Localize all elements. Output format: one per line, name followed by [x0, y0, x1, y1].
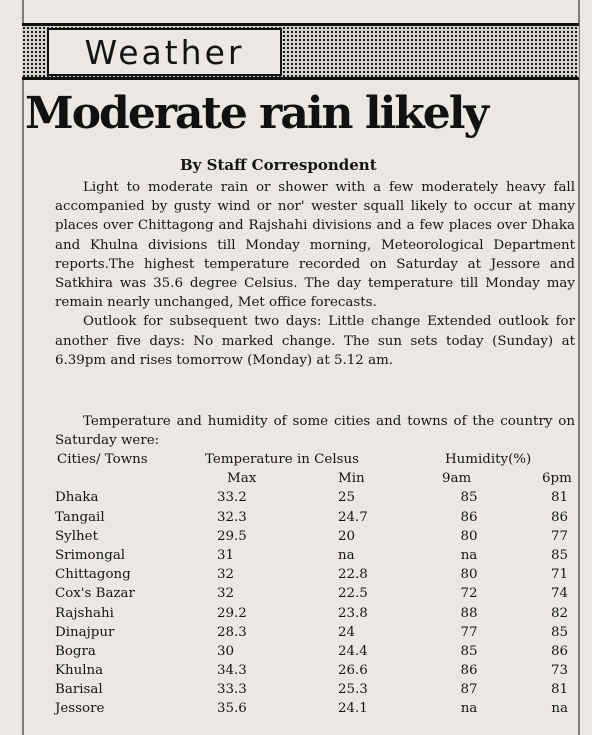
article-body [55, 178, 575, 370]
section-label-box [47, 28, 282, 76]
article-paragraph: Outlook for subsequent two days: Little change Extended outlook for another five days: No marked change. The sun sets today (Sunday) at 6.39pm and rises tomorrow (Monday) at 5.12 am. [55, 314, 575, 368]
table-body [55, 490, 575, 720]
section-label: Weather [84, 32, 245, 72]
table-intro-text: Temperature and humidity of some cities and towns of the country on Saturday were: [55, 414, 575, 449]
city-cell: Tangail [55, 509, 105, 525]
humidity-6pm-cell: 81 [550, 490, 568, 506]
table-row [55, 586, 575, 605]
humidity-6pm-cell: 73 [550, 663, 568, 679]
humidity-9am-cell: 85 [460, 490, 478, 506]
max-temp-cell: 29.5 [217, 528, 247, 544]
min-temp-cell: 25.3 [338, 682, 368, 698]
city-cell: Jessore [55, 701, 105, 717]
humidity-6pm-cell: na [551, 701, 568, 717]
city-cell: Bogra [55, 643, 96, 659]
min-temp-cell: 25 [338, 490, 356, 506]
humidity-9am-cell: 86 [460, 509, 478, 525]
humidity-9am-cell: 72 [460, 586, 478, 602]
city-cell: Khulna [55, 663, 104, 679]
table-row [55, 682, 575, 701]
humidity-6pm-cell: 71 [550, 567, 568, 583]
humidity-9am-cell: 88 [460, 605, 478, 621]
table-subheader-row [55, 471, 575, 490]
header-cities: Cities/ Towns [57, 452, 148, 467]
min-temp-cell: 22.8 [338, 567, 368, 583]
right-column-rule [578, 0, 580, 735]
max-temp-cell: 35.6 [217, 701, 247, 717]
table-row [55, 529, 575, 548]
headline: Moderate rain likely [25, 88, 488, 139]
table-row [55, 490, 575, 509]
humidity-9am-cell: 85 [460, 643, 478, 659]
max-temp-cell: 32 [217, 586, 235, 602]
humidity-9am-cell: 77 [460, 624, 478, 640]
humidity-6pm-cell: 86 [550, 643, 568, 659]
table-intro [55, 412, 575, 450]
city-cell: Dinajpur [55, 624, 115, 640]
min-temp-cell: 24 [338, 624, 356, 640]
left-column-rule [22, 0, 24, 735]
min-temp-cell: na [338, 547, 355, 563]
min-temp-cell: 24.4 [338, 643, 368, 659]
subheader-min: Min [338, 471, 365, 487]
article-paragraph: Light to moderate rain or shower with a few moderately heavy fall accompanied by gusty wind or nor' wester squall likely to occur at many places over Chittagong and Rajshahi divisions and a few places over Dhaka and Khulna divisions till Monday morning, Meteorological Department reports.The highest temperature recorded on Saturday at Jessore and Satkhira was 35.6 degree Celsius. The day temperature till Monday may remain nearly unchanged, Met office forecasts. [55, 180, 575, 311]
humidity-6pm-cell: 82 [550, 605, 568, 621]
city-cell: Srimongal [55, 547, 126, 563]
city-cell: Barisal [55, 682, 103, 698]
max-temp-cell: 32 [217, 567, 235, 583]
humidity-6pm-cell: 81 [550, 682, 568, 698]
humidity-9am-cell: na [460, 701, 478, 717]
table-header-row [55, 452, 575, 471]
max-temp-cell: 32.3 [217, 509, 247, 525]
table-row [55, 510, 575, 529]
min-temp-cell: 24.7 [338, 509, 368, 525]
humidity-6pm-cell: 74 [550, 586, 568, 602]
humidity-6pm-cell: 85 [550, 547, 568, 563]
subheader-9am: 9am [442, 471, 472, 487]
humidity-6pm-cell: 77 [550, 528, 568, 544]
max-temp-cell: 29.2 [217, 605, 247, 621]
humidity-6pm-cell: 85 [550, 624, 568, 640]
city-cell: Chittagong [55, 567, 131, 583]
subheader-max: Max [227, 471, 257, 487]
min-temp-cell: 22.5 [338, 586, 368, 602]
table-row [55, 701, 575, 720]
max-temp-cell: 31 [217, 547, 235, 563]
max-temp-cell: 28.3 [217, 624, 247, 640]
min-temp-cell: 26.6 [338, 663, 368, 679]
humidity-9am-cell: 86 [460, 663, 478, 679]
max-temp-cell: 30 [217, 643, 235, 659]
humidity-9am-cell: 87 [460, 682, 478, 698]
humidity-6pm-cell: 86 [550, 509, 568, 525]
header-humidity: Humidity(%) [445, 452, 532, 467]
byline: By Staff Correspondent [180, 156, 377, 174]
table-row [55, 663, 575, 682]
table-row [55, 625, 575, 644]
city-cell: Dhaka [55, 490, 99, 506]
table-row [55, 606, 575, 625]
min-temp-cell: 23.8 [338, 605, 368, 621]
header-temperature: Temperature in Celsus [205, 452, 359, 467]
city-cell: Cox's Bazar [55, 586, 135, 602]
humidity-9am-cell: 80 [460, 528, 478, 544]
table-row [55, 548, 575, 567]
city-cell: Rajshahi [55, 605, 114, 621]
city-cell: Sylhet [55, 528, 98, 544]
table-row [55, 567, 575, 586]
humidity-9am-cell: 80 [460, 567, 478, 583]
subheader-6pm: 6pm [542, 471, 572, 487]
max-temp-cell: 34.3 [217, 663, 247, 679]
humidity-9am-cell: na [460, 547, 478, 563]
max-temp-cell: 33.2 [217, 490, 247, 506]
min-temp-cell: 24.1 [338, 701, 368, 717]
min-temp-cell: 20 [338, 528, 356, 544]
weather-table [55, 452, 575, 721]
max-temp-cell: 33.3 [217, 682, 247, 698]
table-row [55, 644, 575, 663]
